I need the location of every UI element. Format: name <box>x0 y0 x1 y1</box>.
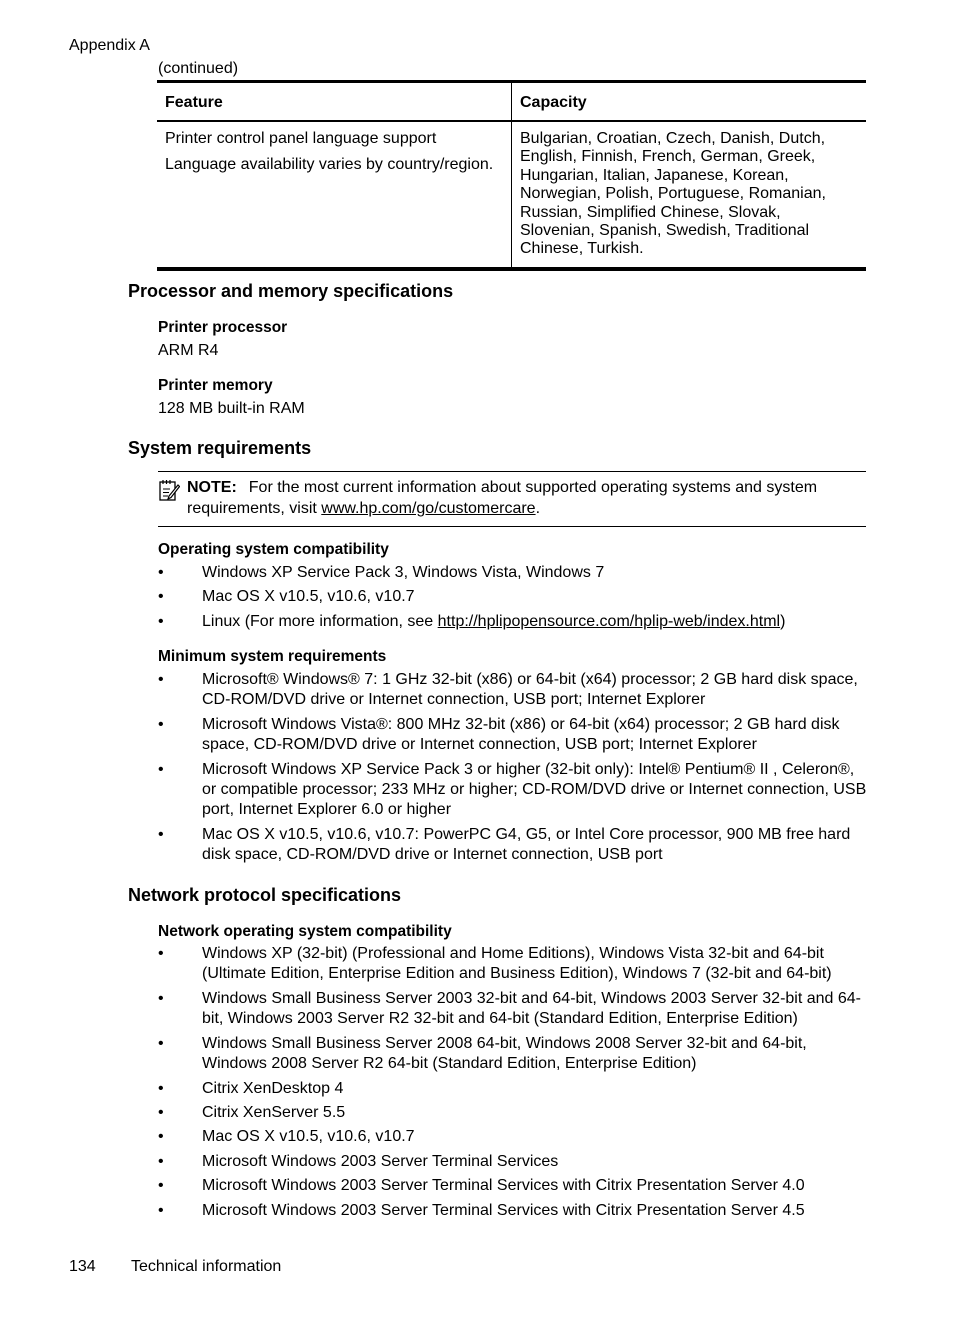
table-row <box>157 121 866 269</box>
printer-processor-value: ARM R4 <box>158 342 219 359</box>
os-compatibility-heading: Operating system compatibility <box>158 541 389 558</box>
printer-processor-label: Printer processor <box>158 319 288 336</box>
feature-cell <box>157 121 512 269</box>
table-header-row <box>157 82 866 122</box>
network-os-list <box>158 944 868 1221</box>
list-item: • Windows XP Service Pack 3, Windows Vista, Windows 7 <box>158 563 868 583</box>
hplip-link[interactable]: http://hplipopensource.com/hplip-web/index.html <box>437 613 781 630</box>
minimum-requirements-heading: Minimum system requirements <box>158 648 387 665</box>
capacity-cell: Bulgarian, Croatian, Czech, Danish, Dutch, English, Finnish, French, German, Greek, Hungarian, Italian, Japanese, Korean, Norwegian, Polish, Portuguese, Romanian, Russian, Simplified Chinese, Slovak, Slovenian, Spanish, Swedish, Traditional Chinese, Turkish. <box>520 130 826 258</box>
footer-section-title: Technical information <box>131 1258 282 1275</box>
list-item: • Microsoft Windows XP Service Pack 3 or higher (32-bit only): Intel® Pentium® II , Celeron®, or compatible processor; 233 MHz or higher; CD-ROM/DVD drive or Internet connection, USB port, Internet Explorer 6.0 or higher <box>158 760 868 820</box>
list-item: • Microsoft® Windows® 7: 1 GHz 32-bit (x86) or 64-bit (x64) processor; 2 GB hard disk space, CD-ROM/DVD drive or Internet connection, USB port; Internet Explorer <box>158 670 868 710</box>
list-item <box>158 612 868 632</box>
list-item: • Microsoft Windows 2003 Server Terminal Services with Citrix Presentation Server 4.0 <box>158 1176 868 1196</box>
printer-memory-value: 128 MB built-in RAM <box>158 400 305 417</box>
running-header: Appendix A <box>69 37 150 54</box>
list-item: • Mac OS X v10.5, v10.6, v10.7 <box>158 587 868 607</box>
linux-prefix: Linux (For more information, see <box>202 613 438 630</box>
system-requirements-heading: System requirements <box>128 438 312 458</box>
list-item: • Mac OS X v10.5, v10.6, v10.7 <box>158 1127 868 1147</box>
list-item: • Citrix XenDesktop 4 <box>158 1079 868 1099</box>
printer-memory-label: Printer memory <box>158 377 273 394</box>
customercare-link[interactable]: www.hp.com/go/customercare <box>321 499 536 517</box>
feature-note: Language availability varies by country/region. <box>165 156 494 174</box>
column-header-capacity: Capacity <box>520 94 587 111</box>
note-box <box>158 471 866 527</box>
note-text <box>187 478 867 519</box>
note-body: For the most current information about supported operating systems and system requirements, visit <box>187 479 818 517</box>
list-item: • Windows Small Business Server 2008 64-bit, Windows 2008 Server 32-bit and 64-bit, Windows 2008 Server R2 64-bit (Standard Edition, Enterprise Edition) <box>158 1034 868 1074</box>
list-item: • Windows Small Business Server 2003 32-bit and 64-bit, Windows 2003 Server 32-bit and 64-bit, Windows 2003 Server R2 32-bit and 64-bit (Standard Edition, Enterprise Edition) <box>158 989 868 1029</box>
minimum-requirements-list <box>158 670 868 865</box>
os-compatibility-list <box>158 563 868 632</box>
feature-name: Printer control panel language support <box>165 130 437 147</box>
note-pad-icon <box>158 478 180 502</box>
processor-heading: Processor and memory specifications <box>128 281 454 301</box>
table-continued-label: (continued) <box>158 60 239 77</box>
list-item: • Microsoft Windows 2003 Server Terminal Services <box>158 1152 868 1172</box>
language-support-table <box>157 80 866 271</box>
list-item: • Microsoft Windows Vista®: 800 MHz 32-bit (x86) or 64-bit (x64) processor; 2 GB hard disk space, CD-ROM/DVD drive or Internet connection, USB port; Internet Explorer <box>158 715 868 755</box>
column-header-feature: Feature <box>157 82 512 122</box>
note-end: . <box>535 499 541 517</box>
list-item: • Mac OS X v10.5, v10.6, v10.7: PowerPC G4, G5, or Intel Core processor, 900 MB free hard disk space, CD-ROM/DVD drive or Internet connection, USB port <box>158 825 868 865</box>
linux-suffix: ) <box>780 613 786 630</box>
list-item: • Windows XP (32-bit) (Professional and Home Editions), Windows Vista 32-bit and 64-bit (Ultimate Edition, Enterprise Edition and Business Edition), Windows 7 (32-bit and 64-bit) <box>158 944 868 984</box>
page-number: 134 <box>69 1258 96 1275</box>
note-label: NOTE: <box>187 479 237 496</box>
network-heading: Network protocol specifications <box>128 885 402 905</box>
list-item: • Citrix XenServer 5.5 <box>158 1103 868 1123</box>
network-os-heading: Network operating system compatibility <box>158 923 452 940</box>
list-item: • Microsoft Windows 2003 Server Terminal Services with Citrix Presentation Server 4.5 <box>158 1201 868 1221</box>
